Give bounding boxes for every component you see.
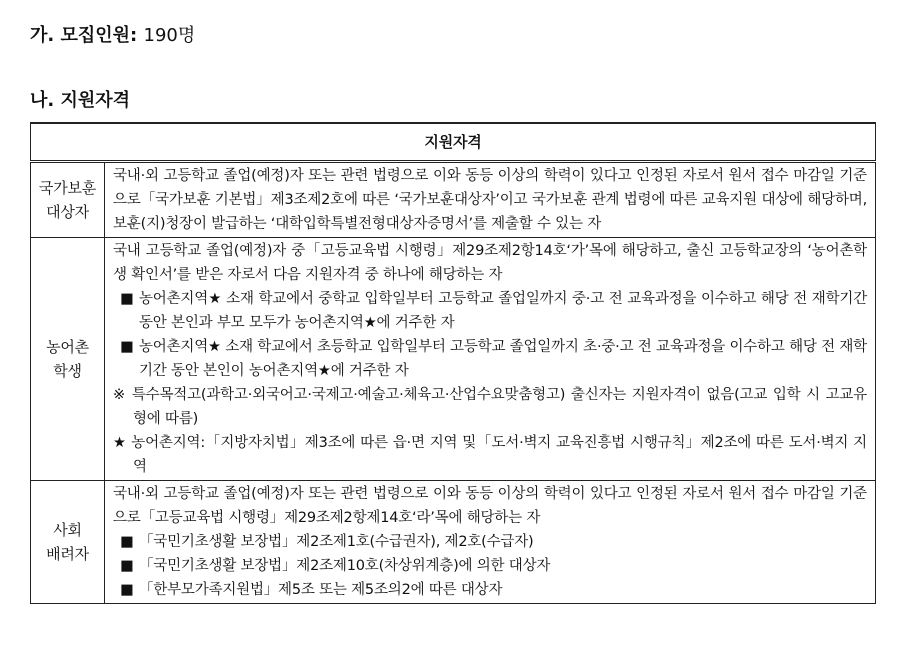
square-bullet-icon: ■ xyxy=(120,291,134,307)
table-row-rural xyxy=(31,238,876,481)
eligibility-table xyxy=(30,122,876,604)
criteria-cell xyxy=(105,238,876,481)
recruitment-count-heading xyxy=(30,21,195,47)
square-bullet-icon: ■ xyxy=(120,339,134,355)
category-cell xyxy=(31,481,105,604)
criteria-paragraph: 국내·외 고등학교 졸업(예정)자 또는 관련 법령으로 이와 동등 이상의 학력이 있다고 인정된 자로서 원서 접수 마감일 기준으로「국가보훈 기본법」제3조제2호에 따른 ‘국가보훈대상자’이고 국가보훈 관계 법령에 따른 교육지원 대상에 해당하며, 보훈(지)청장이 발급하는 ‘대학입학특별전형대상자증명서’를 제출할 수 있는 자 xyxy=(113,168,867,232)
list-item: ■ 「한부모가족지원법」제5조 또는 제5조의2에 따른 대상자 xyxy=(113,578,867,602)
table-header: 지원자격 xyxy=(31,123,876,162)
category-label: 농어촌 학생 xyxy=(46,338,89,380)
square-bullet-icon: ■ xyxy=(120,534,134,550)
criteria-paragraph: 국내 고등학교 졸업(예정)자 중「고등교육법 시행령」제29조제2항14호‘가’목에 해당하고, 출신 고등학교장의 ‘농어촌학생 확인서’를 받은 자로서 다음 지원자격 중 하나에 해당하는 자 xyxy=(113,243,867,283)
recruitment-count-value: 190명 xyxy=(143,25,196,46)
category-cell xyxy=(31,238,105,481)
recruitment-count-label: 가. 모집인원: xyxy=(30,25,138,46)
criteria-cell xyxy=(105,162,876,238)
list-item: ■ 농어촌지역★ 소재 학교에서 중학교 입학일부터 고등학교 졸업일까지 중·고 전 교육과정을 이수하고 해당 전 재학기간 동안 본인과 부모 모두가 농어촌지역★에 거주한 자 xyxy=(113,287,867,335)
list-item: ■ 「국민기초생활 보장법」제2조제1호(수급권자), 제2호(수급자) xyxy=(113,530,867,554)
list-item: ■ 농어촌지역★ 소재 학교에서 초등학교 입학일부터 고등학교 졸업일까지 초·중·고 전 교육과정을 이수하고 해당 전 재학기간 동안 본인이 농어촌지역★에 거주한 자 xyxy=(113,335,867,383)
table-row-veterans xyxy=(31,162,876,238)
criteria-cell xyxy=(105,481,876,604)
criteria-paragraph: 국내·외 고등학교 졸업(예정)자 또는 관련 법령으로 이와 동등 이상의 학력이 있다고 인정된 자로서 원서 접수 마감일 기준으로「고등교육법 시행령」제29조제2항제14호‘라’목에 해당하는 자 xyxy=(113,486,867,526)
note-special-schools: ※ 특수목적고(과학고·외국어고·국제고·예술고·체육고·산업수요맞춤형고) 출신자는 지원자격이 없음(고교 입학 시 고교유형에 따름) xyxy=(113,387,867,427)
category-cell xyxy=(31,162,105,238)
square-bullet-icon: ■ xyxy=(120,558,134,574)
list-item: ■ 「국민기초생활 보장법」제2조제10호(차상위계층)에 의한 대상자 xyxy=(113,554,867,578)
category-label: 사회 배려자 xyxy=(46,521,89,563)
note-rural-definition: ★ 농어촌지역:「지방자치법」제3조에 따른 읍·면 지역 및「도서·벽지 교육진흥법 시행규칙」제2조에 따른 도서·벽지 지역 xyxy=(113,435,867,475)
square-bullet-icon: ■ xyxy=(120,582,134,598)
table-row-social-care xyxy=(31,481,876,604)
eligibility-heading: 나. 지원자격 xyxy=(30,90,131,111)
category-label: 국가보훈 대상자 xyxy=(38,179,97,221)
